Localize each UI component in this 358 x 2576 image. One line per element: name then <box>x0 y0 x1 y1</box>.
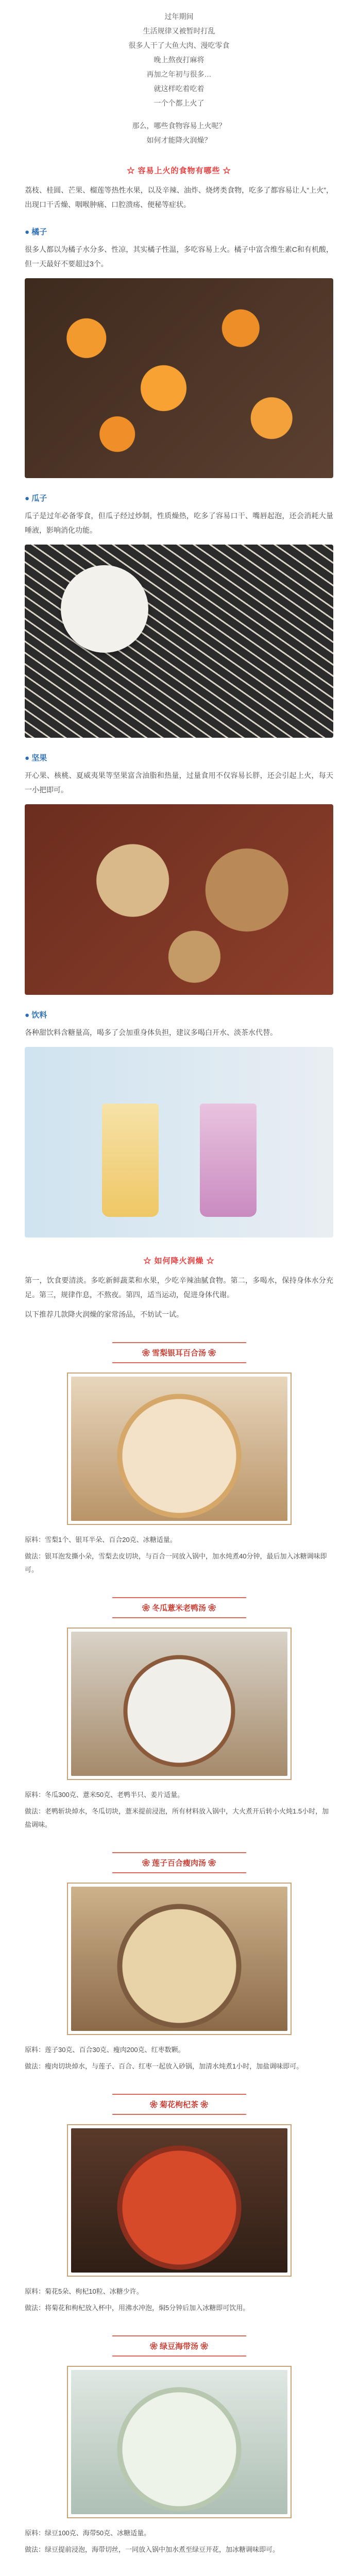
intro-line: 很多人干了大鱼大肉、漫吃零食 <box>128 41 230 49</box>
intro-line: 一个个都上火了 <box>154 99 204 107</box>
recipe-photo <box>67 2124 292 2277</box>
subheading-nuts: ● 坚果 <box>25 754 47 762</box>
intro-line: 生活规律又被暂时打乱 <box>143 27 215 35</box>
recipe-photo <box>67 2366 292 2518</box>
recipe-method: 做法：将菊花和枸杞放入杯中，用沸水冲泡，焖5分钟后加入冰糖即可饮用。 <box>25 2304 250 2312</box>
recipe-ingredients: 原料：绿豆100克、海带50克、冰糖适量。 <box>25 2529 151 2537</box>
recipe-method: 做法：绿豆提前浸泡，海带切丝，一同放入锅中加水煮至绿豆开花，加冰糖调味即可。 <box>25 2546 280 2553</box>
paragraph: 第一，饮食要清淡。多吃新鲜蔬菜和水果，少吃辛辣油腻食物。第二，多喝水，保持身体水分充足。第三，规律作息，不熬夜。第四，适当运动，促进身体代谢。 <box>25 1276 333 1299</box>
drink-cup-image <box>200 1104 257 1217</box>
recipe-name: ❀ 菊花枸杞茶 ❀ <box>149 2100 209 2109</box>
recipe-method: 做法：老鸭斩块焯水，冬瓜切块，薏米提前浸泡，所有材料放入锅中，大火煮开后转小火炖1.5小时，加盐调味。 <box>25 1807 329 1828</box>
recipe-method: 做法：瘦肉切块焯水，与莲子、百合、红枣一起放入砂锅，加清水炖煮1小时，加盐调味即可。 <box>25 2062 303 2070</box>
section-title: ☆ 容易上火的食物有哪些 ☆ <box>127 166 231 175</box>
intro-line: 如何才能降火润燥？ <box>146 136 212 144</box>
recipe-photo <box>67 1372 292 1525</box>
recipe-photo <box>67 1883 292 2035</box>
paragraph: 很多人都以为橘子水分多、性凉，其实橘子性温，多吃容易上火。橘子中富含维生素C和有机酸，但一天最好不要超过3个。 <box>25 245 333 268</box>
divider <box>112 2114 246 2115</box>
intro-line: 晚上熬夜打麻将 <box>154 56 204 64</box>
drink-cup-image <box>102 1104 159 1217</box>
recipe-ingredients: 原料：菊花5朵、枸杞10粒、冰糖少许。 <box>25 2287 143 2295</box>
subheading-drinks: ● 饮料 <box>25 1011 47 1020</box>
oranges-photo <box>25 278 333 478</box>
divider <box>112 1872 246 1873</box>
paragraph: 开心果、核桃、夏威夷果等坚果富含油脂和热量，过量食用不仅容易长胖，还会引起上火，每天一小把即可。 <box>25 771 333 794</box>
paragraph: 各种甜饮料含糖量高，喝多了会加重身体负担，建议多喝白开水、淡茶水代替。 <box>25 1028 277 1037</box>
bowl-image <box>61 565 148 653</box>
paragraph: 以下推荐几款降火润燥的家常汤品，不妨试一试。 <box>25 1310 183 1318</box>
paragraph: 瓜子是过年必备零食，但瓜子经过炒制，性质燥热，吃多了容易口干、嘴唇起泡，还会消耗大量唾液，影响消化功能。 <box>25 512 333 534</box>
intro <box>0 0 358 147</box>
recipe-photo <box>67 1628 292 1780</box>
recipe-banner <box>112 1852 246 1873</box>
recipe-name: ❀ 莲子百合瘦肉汤 ❀ <box>142 1859 216 1868</box>
recipe-ingredients: 原料：冬瓜300克、薏米50克、老鸭半只、姜片适量。 <box>25 1791 184 1799</box>
nuts-photo <box>25 804 333 995</box>
intro-line: 那么，哪些食物容易上火呢？ <box>132 122 226 130</box>
recipe-name: ❀ 冬瓜薏米老鸭汤 ❀ <box>142 1604 216 1613</box>
recipe-ingredients: 原料：莲子30克、百合30克、瘦肉200克、红枣数颗。 <box>25 2046 185 2054</box>
drinks-photo <box>25 1047 333 1238</box>
subheading-seeds: ● 瓜子 <box>25 494 47 503</box>
sunflower-seeds-photo <box>25 545 333 738</box>
recipe-banner <box>112 1342 246 1363</box>
recipe-banner <box>112 2094 246 2115</box>
recipe-banner <box>112 2335 246 2357</box>
intro-line: 再加之年初与很多… <box>146 70 212 78</box>
paragraph: 荔枝、桂圆、芒果、榴莲等热性水果，以及辛辣、油炸、烧烤类食物，吃多了都容易让人“上火”，出现口干舌燥、咽喉肿痛、口腔溃疡、便秘等症状。 <box>25 186 333 209</box>
section-title: ☆ 如何降火润燥 ☆ <box>143 1257 215 1265</box>
recipe-name: ❀ 绿豆海带汤 ❀ <box>149 2342 209 2351</box>
divider <box>112 1362 246 1363</box>
divider <box>112 2355 246 2357</box>
intro-line: 就这样吃着吃着 <box>154 84 204 93</box>
recipe-banner <box>112 1597 246 1618</box>
recipe-name: ❀ 雪梨银耳百合汤 ❀ <box>142 1349 216 1358</box>
subheading-oranges: ● 橘子 <box>25 228 47 236</box>
recipe-ingredients: 原料：雪梨1个、银耳半朵、百合20克、冰糖适量。 <box>25 1536 177 1544</box>
recipe-method: 做法：银耳泡发撕小朵，雪梨去皮切块，与百合一同放入锅中，加水炖煮40分钟，最后加入冰糖调味即可。 <box>25 1552 327 1573</box>
intro-line: 过年期间 <box>164 12 194 21</box>
divider <box>112 1617 246 1618</box>
